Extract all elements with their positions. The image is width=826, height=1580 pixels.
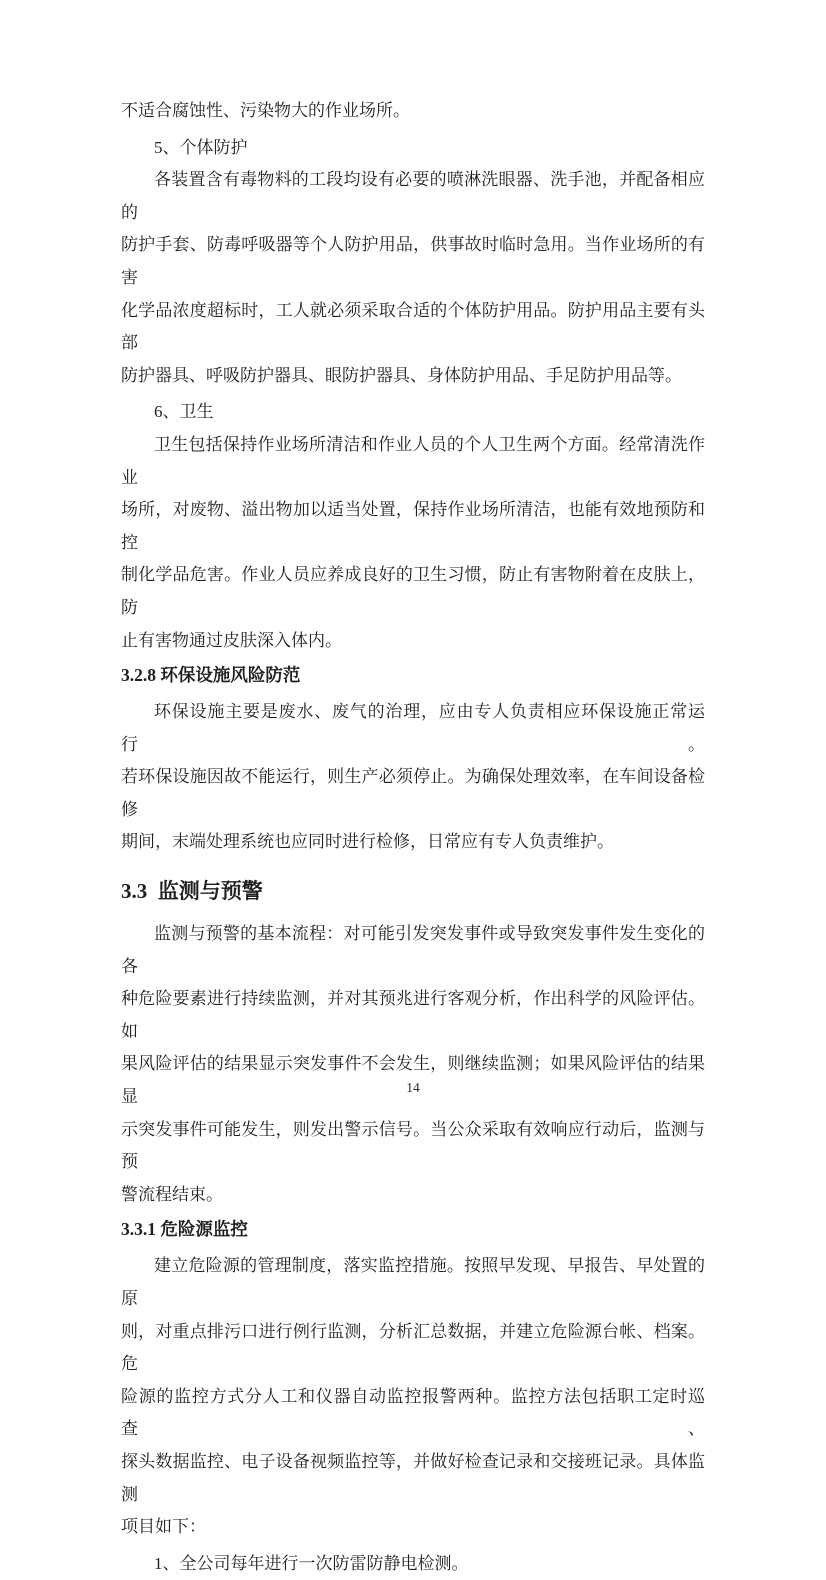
body-text-line: 建立危险源的管理制度，落实监控措施。按照早发现、早报告、早处置的原 [121, 1256, 705, 1308]
paragraph [121, 429, 705, 657]
body-text-line: 探头数据监控、电子设备视频监控等，并做好检查记录和交接班记录。具体监测 [121, 1451, 705, 1504]
body-text-line: 制化学品危害。作业人员应养成良好的卫生习惯，防止有害物附着在皮肤上，防 [121, 565, 705, 617]
body-text-line: 不适合腐蚀性、污染物大的作业场所。 [121, 101, 410, 120]
paragraph [121, 1250, 705, 1543]
body-text-line: 则，对重点排污口进行例行监测，分析汇总数据，并建立危险源台帐、档案。危 [121, 1321, 705, 1374]
list-item-line: 6、卫生 [154, 402, 214, 422]
section-heading-3-3: 3.3 监测与预警 [121, 879, 263, 904]
section-heading-3-2-8: 3.2.8 环保设施风险防范 [121, 665, 301, 686]
list-item-line: 1、全公司每年进行一次防雷防静电检测。 [154, 1553, 469, 1573]
body-text-line: 环保设施主要是废水、废气的治理，应由专人负责相应环保设施正常运行。 [121, 702, 705, 754]
paragraph [121, 164, 705, 392]
body-text-line: 各装置含有毒物料的工段均设有必要的喷淋洗眼器、洗手池，并配备相应的 [121, 170, 705, 222]
body-text-line: 监测与预警的基本流程：对可能引发突发事件或导致突发事件发生变化的各 [121, 924, 705, 976]
body-text-line: 场所，对废物、溢出物加以适当处置，保持作业场所清洁，也能有效地预防和控 [121, 500, 705, 552]
paragraph [121, 696, 705, 859]
section-heading-3-3-1: 3.3.1 危险源监控 [121, 1219, 248, 1240]
body-text-line: 警流程结束。 [121, 1184, 223, 1204]
body-text-line: 防护器具、呼吸防护器具、眼防护器具、身体防护用品、手足防护用品等。 [121, 365, 682, 385]
body-text-line: 项目如下： [121, 1517, 206, 1537]
list-item-line: 5、个体防护 [154, 137, 248, 157]
body-text-line: 果风险评估的结果显示突发事件不会发生，则继续监测；如果风险评估的结果显 [121, 1054, 705, 1107]
body-text-line: 止有害物通过皮肤深入体内。 [121, 630, 342, 650]
body-text-line: 若环保设施因故不能运行，则生产必须停止。为确保处理效率，在车间设备检修 [121, 767, 705, 819]
body-text-line: 期间，末端处理系统也应同时进行检修，日常应有专人负责维护。 [121, 832, 614, 852]
body-text-line: 卫生包括保持作业场所清洁和作业人员的个人卫生两个方面。经常清洗作业 [121, 434, 705, 487]
body-text-line: 险源的监控方式分人工和仪器自动监控报警两种。监控方法包括职工定时巡查、 [121, 1386, 705, 1439]
body-text-line: 示突发事件可能发生，则发出警示信号。当公众采取有效响应行动后，监测与预 [121, 1119, 705, 1172]
body-text-line: 化学品浓度超标时，工人就必须采取合适的个体防护用品。防护用品主要有头部 [121, 300, 705, 353]
body-text-line: 种危险要素进行持续监测，并对其预兆进行客观分析，作出科学的风险评估。如 [121, 989, 705, 1041]
page-body [121, 95, 705, 1580]
paragraph [121, 918, 705, 1211]
page-number: 14 [406, 1080, 420, 1095]
body-text-line: 防护手套、防毒呼吸器等个人防护用品，供事故时临时急用。当作业场所的有害 [121, 235, 705, 287]
